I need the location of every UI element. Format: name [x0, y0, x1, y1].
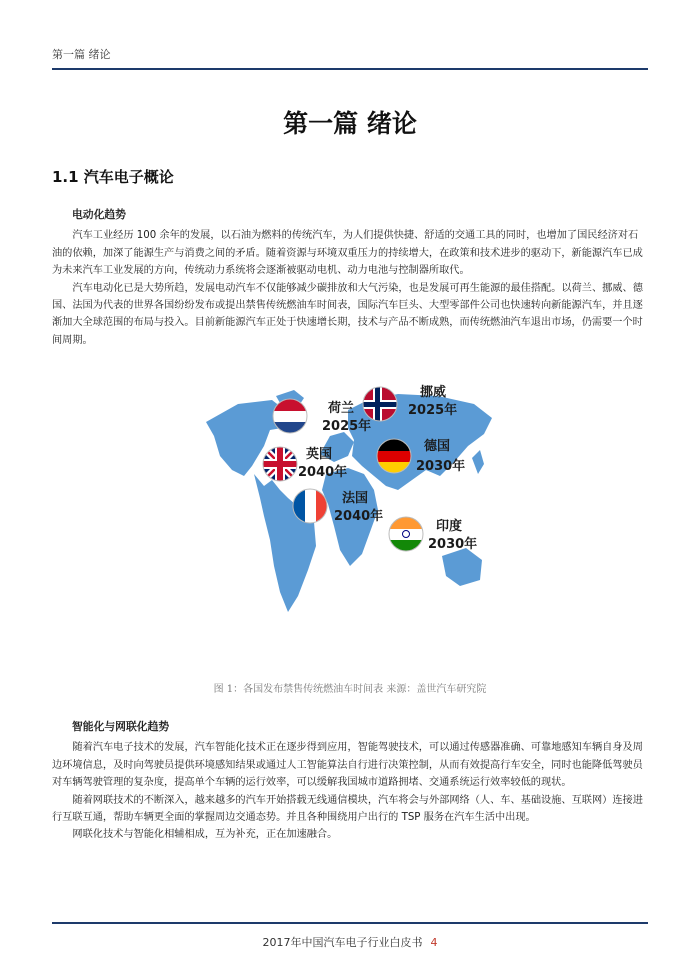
page-number: 4 [430, 936, 438, 949]
label-nl-name: 荷兰 [328, 401, 355, 416]
intelligence-section [52, 718, 648, 844]
world-map-figure [198, 370, 498, 640]
flag-france [293, 489, 327, 523]
footer-rule [52, 922, 648, 924]
page-footer [0, 934, 700, 950]
running-header [52, 46, 648, 62]
label-no-year: 2025年 [408, 403, 458, 418]
page-title: 第一篇 绪论 [283, 109, 417, 138]
header-rule [52, 68, 648, 70]
paragraph: 随着网联技术的不断深入，越来越多的汽车开始搭载无线通信模块，汽车将会与外部网络（人、车、基础设施、互联网）连接进行互联互通，帮助车辆更全面的掌握周边交通态势。并且各种围绕用户出行的 TSP 服务在汽车生活中出现。 [52, 794, 643, 824]
world-map [198, 370, 498, 640]
flag-netherlands [273, 399, 307, 433]
label-de-year: 2030年 [416, 459, 466, 474]
paragraph: 汽车电动化已是大势所趋，发展电动汽车不仅能够减少碳排放和大气污染，也是发展可再生能源的最佳搭配。以荷兰、挪威、德国、法国为代表的世界各国纷纷发布或提出禁售传统燃油车时间表，国际汽车巨头、大型零部件公司也快速转向新能源汽车，并且逐渐加大全球范围的布局与投入。目前新能源汽车正处于快速增长期，技术与产品不断成熟，而传统燃油汽车退出市场，仍需要一个时间周期。 [52, 282, 643, 346]
label-uk-name: 英国 [306, 447, 333, 462]
paragraph: 网联化技术与智能化相辅相成，互为补充，正在加速融合。 [72, 829, 338, 841]
flag-germany [377, 439, 411, 473]
label-in-year: 2030年 [428, 537, 478, 552]
label-de-name: 德国 [424, 439, 451, 454]
label-in-name: 印度 [436, 519, 463, 534]
flag-uk [263, 447, 297, 481]
subheading-electrification: 电动化趋势 [72, 208, 126, 221]
electrification-section [52, 206, 648, 349]
subheading-intelligence: 智能化与网联化趋势 [72, 720, 170, 733]
flag-norway [363, 387, 397, 421]
label-nl-year: 2025年 [322, 419, 372, 434]
footer-title: 2017年中国汽车电子行业白皮书 [262, 936, 423, 949]
flag-india [389, 517, 423, 551]
section-title: 1.1 汽车电子概论 [52, 168, 174, 186]
label-fr-name: 法国 [342, 491, 369, 506]
header-title: 第一篇 绪论 [52, 48, 111, 61]
label-uk-year: 2040年 [298, 465, 348, 480]
paragraph: 随着汽车电子技术的发展，汽车智能化技术正在逐步得到应用，智能驾驶技术，可以通过传感器准确、可靠地感知车辆自身及周边环境信息，及时向驾驶员提供环境感知结果或通过人工智能算法自行进行决策控制，从而有效提高行车安全，同时也能降低驾驶员对车辆驾驶管理的复杂度，提高单个车辆的运行效率，可以缓解我国城市道路拥堵、交通系统运行效率较低的现状。 [52, 742, 643, 789]
figure-caption: 图 1：各国发布禁售传统燃油车时间表 来源：盖世汽车研究院 [213, 684, 487, 695]
paragraph: 汽车工业经历 100 余年的发展，以石油为燃料的传统汽车，为人们提供快捷、舒适的交通工具的同时，也增加了国民经济对石油的依赖，加深了能源生产与消费之间的矛盾。随着资源与环境双重压力的持续增大，在政策和技术进步的驱动下，新能源汽车已成为未来汽车工业发展的方向，传统动力系统将会逐渐被驱动电机、动力电池与控制器所取代。 [52, 230, 643, 277]
label-no-name: 挪威 [420, 385, 447, 400]
label-fr-year: 2040年 [334, 509, 384, 524]
